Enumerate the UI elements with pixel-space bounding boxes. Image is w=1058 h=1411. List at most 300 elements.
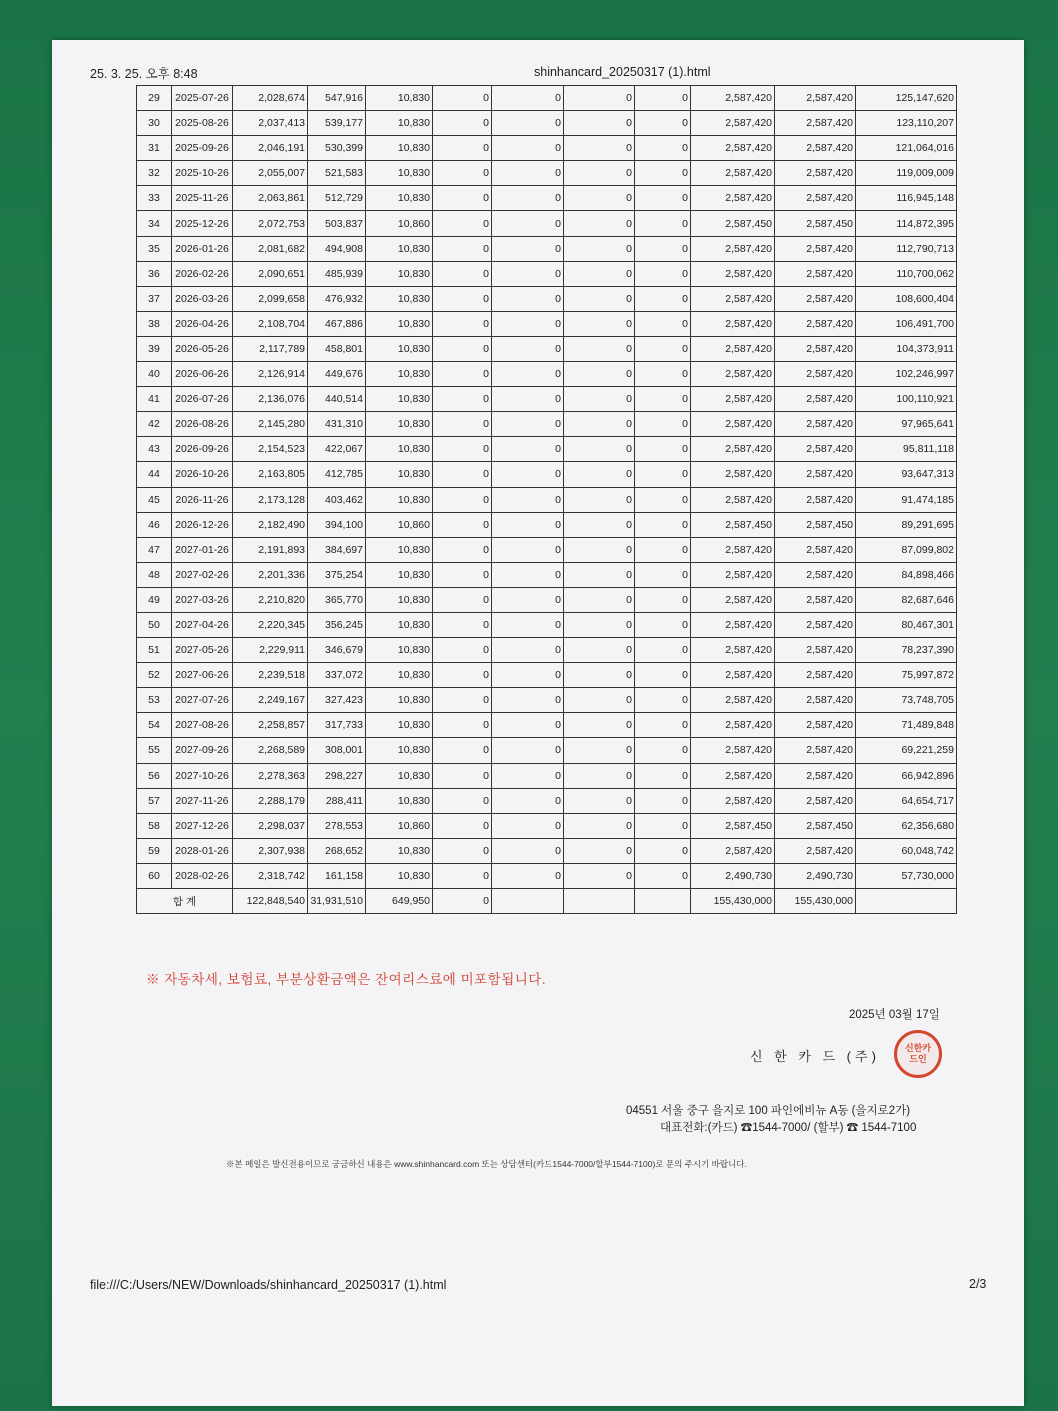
table-cell: 2,587,420 [775,763,856,788]
table-cell: 0 [433,161,492,186]
table-row [137,311,957,336]
table-cell: 2,117,789 [233,336,308,361]
table-cell: 327,423 [308,688,366,713]
table-cell: 0 [433,311,492,336]
table-cell: 2,063,861 [233,186,308,211]
table-cell: 337,072 [308,663,366,688]
table-cell: 2,587,420 [775,788,856,813]
table-cell: 0 [433,362,492,387]
table-cell: 80,467,301 [856,612,957,637]
table-cell: 10,830 [366,462,433,487]
table-cell: 10,830 [366,236,433,261]
table-cell: 2025-11-26 [172,186,233,211]
table-cell: 0 [564,537,635,562]
table-cell: 0 [564,111,635,136]
table-cell: 0 [564,86,635,111]
printed-page [52,40,1024,1406]
company-phone: 대표전화:(카드) ☎1544-7000/ (할부) ☎ 1544-7100 [660,1122,917,1134]
table-cell: 10,830 [366,86,433,111]
table-cell: 2026-12-26 [172,512,233,537]
table-cell: 0 [564,838,635,863]
table-cell: 0 [564,713,635,738]
table-row [137,663,957,688]
table-cell: 0 [564,612,635,637]
table-cell: 0 [433,336,492,361]
table-cell: 2,055,007 [233,161,308,186]
table-cell: 2027-11-26 [172,788,233,813]
table-cell: 10,830 [366,161,433,186]
table-cell: 44 [137,462,172,487]
table-cell: 2,587,450 [691,512,775,537]
table-cell: 0 [433,838,492,863]
table-cell: 0 [433,763,492,788]
table-cell: 0 [433,437,492,462]
table-row [137,738,957,763]
table-cell: 0 [635,838,691,863]
table-cell: 0 [433,863,492,888]
table-cell: 40 [137,362,172,387]
table-cell: 0 [564,512,635,537]
table-cell: 0 [492,286,564,311]
table-cell: 317,733 [308,713,366,738]
table-cell: 2,587,420 [775,336,856,361]
table-cell: 422,067 [308,437,366,462]
table-cell: 10,830 [366,286,433,311]
table-cell: 0 [564,362,635,387]
table-cell: 0 [635,612,691,637]
table-cell: 2,182,490 [233,512,308,537]
total-interest: 31,931,510 [308,889,366,914]
table-cell: 0 [635,738,691,763]
table-cell: 0 [635,261,691,286]
table-cell: 2,587,420 [691,311,775,336]
table-cell: 0 [635,462,691,487]
table-row [137,587,957,612]
table-cell: 10,830 [366,537,433,562]
table-cell: 2,587,420 [775,612,856,637]
table-row [137,788,957,813]
table-cell: 2,587,420 [691,838,775,863]
table-cell: 0 [492,838,564,863]
table-cell: 53 [137,688,172,713]
table-cell: 0 [564,286,635,311]
table-cell: 2025-12-26 [172,211,233,236]
table-cell: 10,860 [366,813,433,838]
table-cell: 84,898,466 [856,562,957,587]
table-cell: 394,100 [308,512,366,537]
table-cell: 69,221,259 [856,738,957,763]
total-col5: 0 [433,889,492,914]
table-cell: 2,587,420 [775,136,856,161]
table-cell: 2026-07-26 [172,387,233,412]
table-cell: 2027-04-26 [172,612,233,637]
table-cell: 0 [433,663,492,688]
table-cell: 0 [433,236,492,261]
table-cell: 36 [137,261,172,286]
table-cell: 0 [492,562,564,587]
table-cell: 288,411 [308,788,366,813]
company-seal-icon [894,1030,942,1078]
table-cell: 114,872,395 [856,211,957,236]
table-row [137,86,957,111]
table-cell: 2,587,420 [775,286,856,311]
table-cell: 2,587,420 [691,362,775,387]
table-cell: 0 [564,763,635,788]
table-cell: 91,474,185 [856,487,957,512]
table-cell: 2,229,911 [233,638,308,663]
table-row [137,161,957,186]
table-cell: 0 [433,713,492,738]
table-cell: 0 [433,688,492,713]
table-cell: 384,697 [308,537,366,562]
table-cell: 2,587,420 [691,437,775,462]
table-cell: 51 [137,638,172,663]
table-cell: 0 [492,311,564,336]
table-cell: 2,587,420 [691,562,775,587]
table-cell: 0 [433,738,492,763]
table-cell: 0 [433,537,492,562]
table-cell: 2,081,682 [233,236,308,261]
table-cell: 0 [564,161,635,186]
table-cell: 278,553 [308,813,366,838]
table-cell: 62,356,680 [856,813,957,838]
table-row [137,512,957,537]
total-col8 [635,889,691,914]
table-row [137,111,957,136]
table-cell: 10,830 [366,738,433,763]
print-footer-path: file:///C:/Users/NEW/Downloads/shinhancard_20250317 (1).html [90,1278,447,1292]
table-cell: 0 [433,587,492,612]
table-row [137,261,957,286]
table-cell: 0 [433,512,492,537]
table-cell: 2,587,420 [691,663,775,688]
table-cell: 547,916 [308,86,366,111]
table-cell: 2,587,420 [691,537,775,562]
table-cell: 0 [492,261,564,286]
table-cell: 503,837 [308,211,366,236]
table-cell: 71,489,848 [856,713,957,738]
table-cell: 539,177 [308,111,366,136]
table-cell: 0 [635,663,691,688]
table-cell: 2,587,420 [691,261,775,286]
table-cell: 0 [492,362,564,387]
table-cell: 440,514 [308,387,366,412]
table-cell: 2027-05-26 [172,638,233,663]
table-cell: 2,587,420 [691,236,775,261]
table-cell: 0 [433,86,492,111]
table-row [137,437,957,462]
table-cell: 102,246,997 [856,362,957,387]
company-address: 04551 서울 중구 을지로 100 파인에비뉴 A동 (을지로2가) [626,1105,911,1117]
notice-text: ※ 자동차세, 보험료, 부분상환금액은 잔여리스료에 미포함됩니다. [146,972,547,987]
table-cell: 112,790,713 [856,236,957,261]
table-cell: 10,830 [366,136,433,161]
table-cell: 60 [137,863,172,888]
print-header-datetime: 25. 3. 25. 오후 8:48 [90,67,198,81]
table-cell: 0 [492,638,564,663]
table-cell: 308,001 [308,738,366,763]
table-cell: 0 [564,487,635,512]
table-cell: 0 [564,587,635,612]
table-cell: 0 [492,612,564,637]
table-cell: 0 [564,562,635,587]
table-row [137,713,957,738]
table-cell: 82,687,646 [856,587,957,612]
table-cell: 123,110,207 [856,111,957,136]
table-cell: 2,587,420 [775,537,856,562]
table-cell: 10,830 [366,688,433,713]
total-col6 [492,889,564,914]
table-cell: 2,587,420 [775,161,856,186]
table-cell: 2,587,420 [691,487,775,512]
table-cell: 2025-10-26 [172,161,233,186]
table-cell: 0 [492,763,564,788]
table-cell: 2,587,420 [691,612,775,637]
table-cell: 0 [492,537,564,562]
table-cell: 412,785 [308,462,366,487]
table-cell: 0 [492,788,564,813]
table-cell: 0 [635,587,691,612]
table-cell: 467,886 [308,311,366,336]
table-cell: 0 [433,562,492,587]
table-cell: 2,587,420 [775,638,856,663]
table-cell: 0 [564,788,635,813]
table-cell: 10,830 [366,838,433,863]
table-row [137,763,957,788]
table-cell: 2,587,420 [691,186,775,211]
company-name: 신 한 카 드 (주) [750,1049,880,1064]
table-cell: 0 [564,186,635,211]
table-cell: 0 [635,136,691,161]
table-cell: 10,830 [366,261,433,286]
table-cell: 39 [137,336,172,361]
table-cell: 2026-04-26 [172,311,233,336]
table-cell: 10,830 [366,562,433,587]
table-cell: 0 [564,236,635,261]
table-cell: 121,064,016 [856,136,957,161]
table-cell: 10,830 [366,111,433,136]
table-cell: 512,729 [308,186,366,211]
table-cell: 50 [137,612,172,637]
table-cell: 106,491,700 [856,311,957,336]
table-cell: 2,587,420 [775,838,856,863]
table-cell: 0 [635,688,691,713]
table-cell: 0 [433,612,492,637]
total-col10: 155,430,000 [775,889,856,914]
table-cell: 494,908 [308,236,366,261]
table-cell: 0 [492,161,564,186]
table-cell: 2,587,420 [691,111,775,136]
table-cell: 2,136,076 [233,387,308,412]
table-cell: 87,099,802 [856,537,957,562]
table-cell: 2,587,420 [775,437,856,462]
table-row [137,387,957,412]
table-cell: 47 [137,537,172,562]
table-cell: 0 [635,86,691,111]
table-cell: 104,373,911 [856,336,957,361]
table-cell: 2027-10-26 [172,763,233,788]
table-cell: 2026-11-26 [172,487,233,512]
table-cell: 2,587,420 [775,688,856,713]
table-cell: 365,770 [308,587,366,612]
table-row [137,362,957,387]
table-cell: 2,587,420 [691,387,775,412]
table-cell: 73,748,705 [856,688,957,713]
table-cell: 375,254 [308,562,366,587]
table-cell: 0 [433,462,492,487]
table-cell: 100,110,921 [856,387,957,412]
table-cell: 0 [564,462,635,487]
table-cell: 0 [433,111,492,136]
table-cell: 2,046,191 [233,136,308,161]
table-cell: 458,801 [308,336,366,361]
table-cell: 2,210,820 [233,587,308,612]
table-cell: 2,587,420 [775,186,856,211]
table-cell: 2027-09-26 [172,738,233,763]
table-cell: 2,587,420 [775,713,856,738]
table-cell: 2027-02-26 [172,562,233,587]
table-cell: 52 [137,663,172,688]
table-cell: 0 [492,86,564,111]
table-cell: 45 [137,487,172,512]
table-cell: 2,258,857 [233,713,308,738]
table-cell: 0 [492,437,564,462]
table-cell: 43 [137,437,172,462]
table-cell: 78,237,390 [856,638,957,663]
table-cell: 0 [433,788,492,813]
table-row [137,638,957,663]
table-cell: 2,587,420 [691,161,775,186]
table-cell: 2,587,420 [691,738,775,763]
table-cell: 0 [492,186,564,211]
table-cell: 0 [492,713,564,738]
table-cell: 31 [137,136,172,161]
table-cell: 2,090,651 [233,261,308,286]
table-cell: 116,945,148 [856,186,957,211]
issue-date: 2025년 03월 17일 [849,1009,940,1021]
table-cell: 2026-03-26 [172,286,233,311]
table-row [137,336,957,361]
table-cell: 10,860 [366,512,433,537]
table-cell: 2028-01-26 [172,838,233,863]
table-cell: 0 [433,211,492,236]
table-cell: 2027-12-26 [172,813,233,838]
table-cell: 0 [492,688,564,713]
table-cell: 2,587,450 [691,211,775,236]
table-cell: 0 [635,186,691,211]
table-cell: 2,587,420 [775,261,856,286]
table-row [137,813,957,838]
table-cell: 10,830 [366,587,433,612]
table-cell: 530,399 [308,136,366,161]
table-cell: 2,490,730 [775,863,856,888]
table-cell: 2,587,420 [691,788,775,813]
table-cell: 2,037,413 [233,111,308,136]
table-cell: 0 [492,738,564,763]
total-col11 [856,889,957,914]
table-cell: 2,587,420 [775,412,856,437]
table-cell: 431,310 [308,412,366,437]
table-cell: 10,860 [366,211,433,236]
table-cell: 10,830 [366,638,433,663]
table-cell: 2,239,518 [233,663,308,688]
table-cell: 2,587,420 [691,286,775,311]
table-cell: 0 [635,788,691,813]
table-cell: 0 [635,362,691,387]
table-cell: 2,587,420 [775,462,856,487]
table-cell: 2,587,420 [691,713,775,738]
table-cell: 10,830 [366,487,433,512]
table-cell: 2027-01-26 [172,537,233,562]
table-cell: 2,249,167 [233,688,308,713]
table-row [137,863,957,888]
table-cell: 0 [564,136,635,161]
table-cell: 0 [492,111,564,136]
table-cell: 0 [492,387,564,412]
table-cell: 2025-09-26 [172,136,233,161]
table-cell: 57 [137,788,172,813]
table-cell: 0 [635,813,691,838]
table-cell: 0 [564,663,635,688]
table-cell: 0 [492,663,564,688]
table-cell: 0 [492,136,564,161]
table-cell: 0 [635,763,691,788]
table-row [137,462,957,487]
table-cell: 2027-08-26 [172,713,233,738]
table-cell: 476,932 [308,286,366,311]
table-cell: 2,587,420 [775,86,856,111]
table-cell: 2,587,450 [775,211,856,236]
table-cell: 2,587,420 [691,587,775,612]
total-row [137,889,957,914]
table-cell: 89,291,695 [856,512,957,537]
table-cell: 64,654,717 [856,788,957,813]
table-cell: 97,965,641 [856,412,957,437]
table-cell: 2027-06-26 [172,663,233,688]
table-cell: 0 [492,487,564,512]
table-cell: 0 [433,412,492,437]
table-cell: 10,830 [366,763,433,788]
table-cell: 0 [564,863,635,888]
table-cell: 2028-02-26 [172,863,233,888]
table-cell: 0 [433,261,492,286]
table-cell: 2,307,938 [233,838,308,863]
table-cell: 2,268,589 [233,738,308,763]
table-cell: 33 [137,186,172,211]
table-row [137,412,957,437]
table-cell: 42 [137,412,172,437]
table-cell: 0 [564,412,635,437]
table-cell: 0 [492,462,564,487]
repayment-schedule-table [136,85,957,914]
table-cell: 0 [492,236,564,261]
table-cell: 2,318,742 [233,863,308,888]
table-cell: 403,462 [308,487,366,512]
email-note: ※본 메일은 발신전용이므로 궁금하신 내용은 www.shinhancard.com 또는 상담센터(카드1544-7000/할부1544-7100)로 문의 주시기 바랍니다. [226,1159,747,1169]
table-cell: 2026-10-26 [172,462,233,487]
table-cell: 0 [635,863,691,888]
table-cell: 29 [137,86,172,111]
table-cell: 30 [137,111,172,136]
table-cell: 0 [635,286,691,311]
table-cell: 0 [635,387,691,412]
table-cell: 0 [564,261,635,286]
table-cell: 2,587,420 [691,638,775,663]
table-cell: 2026-05-26 [172,336,233,361]
table-cell: 0 [564,738,635,763]
table-cell: 2,587,420 [691,86,775,111]
table-cell: 0 [492,863,564,888]
